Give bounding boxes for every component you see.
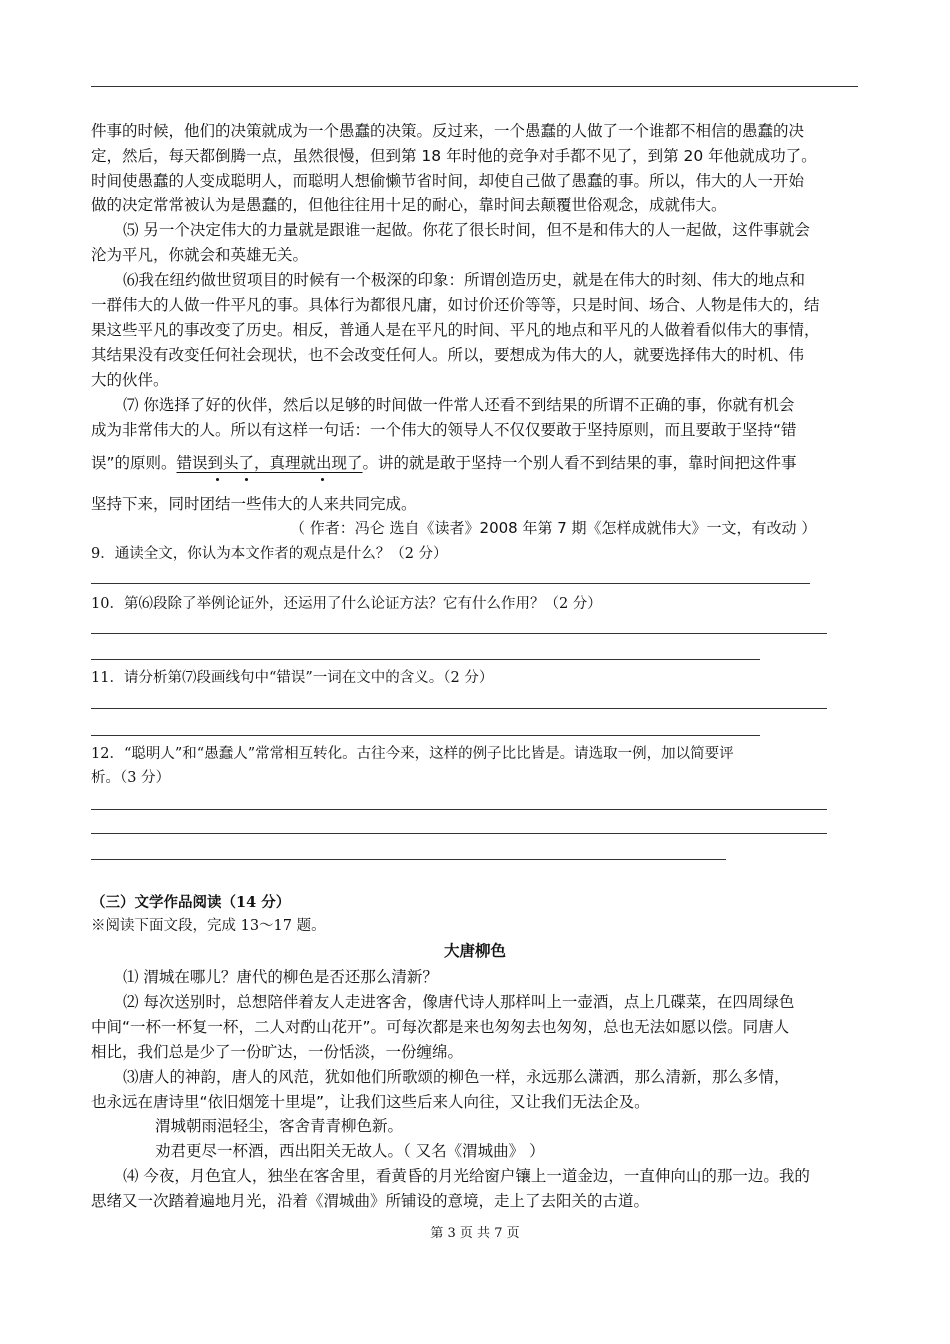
article-line: 也永远在唐诗里“依旧烟笼十里堤”，让我们这些后来人向往，又让我们无法企及。 [91, 1093, 650, 1111]
passage-line: ⑸ 另一个决定伟大的力量就是跟谁一起做。你花了很长时间，但不是和伟大的人一起做，这件事就会 [123, 221, 810, 239]
poem-line: 渭城朝雨浥轻尘，客舍青青柳色新。 [155, 1117, 404, 1135]
article-line: 中间“一杯一杯复一杯，二人对酌山花开”。可每次都是来也匆匆去也匆匆，总也无法如愿以偿。同唐人 [91, 1018, 790, 1036]
answer-line [91, 633, 827, 634]
passage-line: 成为非常伟大的人。所以有这样一句话：一个伟大的领导人不仅仅要敢于坚持原则，而且要敢于坚持“错 [91, 421, 797, 439]
answer-line [91, 708, 827, 709]
passage-line: 件事的时候，他们的决策就成为一个愚蠢的决策。反过来，一个愚蠢的人做了一个谁都不相信的愚蠢的决 [91, 122, 805, 140]
passage-text: 。讲的就是敢于坚持一个别人看不到结果的事，靠时间把这件事 [362, 454, 797, 472]
question-12: 12．“聪明人”和“愚蠢人”常常相互转化。古往今来，这样的例子比比皆是。请选取一例，加以简要评 [91, 746, 734, 762]
passage-line: 沦为平凡，你就会和英雄无关。 [91, 246, 309, 264]
passage-line: ⑹我在纽约做世贸项目的时候有一个极深的印象：所谓创造历史，就是在伟大的时刻、伟大的地点和 [123, 271, 806, 289]
page-footer: 第 3 页 共 7 页 [430, 1226, 520, 1241]
answer-line [91, 583, 810, 584]
article-line: ⑶唐人的神韵，唐人的风范，犹如他们所歌颂的柳色一样，永远那么潇洒，那么清新，那么多情， [123, 1068, 790, 1086]
poem-line: 劝君更尽一杯酒，西出阳关无故人。（ 又名《渭城曲》 ） [155, 1142, 545, 1160]
passage-line: 大的伙伴。 [91, 371, 169, 389]
passage-line-emphasized [91, 453, 797, 473]
article-line: 相比，我们总是少了一份旷达，一份恬淡，一份缠绵。 [91, 1043, 464, 1061]
article-line: ⑵ 每次送别时，总想陪伴着友人走进客舍，像唐代诗人那样叫上一壶酒，点上几碟菜，在四周绿色 [123, 993, 795, 1011]
question-11: 11．请分析第⑺段画线句中“错误”一词在文中的含义。（2 分） [91, 670, 494, 686]
section-instruction: ※阅读下面文段，完成 13～17 题。 [91, 918, 326, 934]
passage-line: 做的决定常常被认为是愚蠢的，但他往往用十足的耐心，靠时间去颠覆世俗观念，成就伟大。 [91, 196, 727, 214]
answer-line [91, 859, 726, 860]
question-10: 10．第⑹段除了举例论证外，还运用了什么论证方法？它有什么作用？（2 分） [91, 596, 602, 612]
underlined-sentence: 错误到头了，真理就出现了 [176, 454, 363, 472]
question-9: 9．通读全文，你认为本文作者的观点是什么？（2 分） [91, 546, 448, 562]
answer-line [91, 659, 760, 660]
answer-line [91, 735, 760, 736]
section-heading: （三）文学作品阅读（14 分） [91, 894, 291, 911]
passage-line: 一群伟大的人做一件平凡的事。具体行为都很凡庸，如讨价还价等等，只是时间、场合、人物是伟大的，结 [91, 296, 820, 314]
article-line: 思绪又一次踏着遍地月光，沿着《渭城曲》所铺设的意境，走上了去阳关的古道。 [91, 1192, 650, 1210]
question-12-cont: 析。（3 分） [91, 770, 171, 786]
emphasis-dot [216, 478, 219, 481]
source-attribution: （ 作者：冯仑 选自《读者》2008 年第 7 期《怎样成就伟大》一文，有改动 ） [290, 519, 817, 537]
passage-line: 时间使愚蠢的人变成聪明人，而聪明人想偷懒节省时间，却使自己做了愚蠢的事。所以，伟大的人一开始 [91, 172, 805, 190]
passage-line: 其结果没有改变任何社会现状，也不会改变任何人。所以，要想成为伟大的人，就要选择伟大的时机、伟 [91, 346, 805, 364]
passage-line: 果这些平凡的事改变了历史。相反，普通人是在平凡的时间、平凡的地点和平凡的人做着看似伟大的事情， [91, 321, 820, 339]
article-line: ⑷ 今夜，月色宜人，独坐在客舍里，看黄昏的月光给窗户镶上一道金边，一直伸向山的那一边。我的 [123, 1167, 810, 1185]
passage-line: ⑺ 你选择了好的伙伴，然后以足够的时间做一件常人还看不到结果的所谓不正确的事，你就有机会 [123, 396, 795, 414]
passage-line: 坚持下来，同时团结一些伟大的人来共同完成。 [91, 495, 417, 513]
passage-line: 定，然后，每天都倒腾一点，虽然很慢，但到第 18 年时他的竞争对手都不见了，到第 20 年他就成功了。 [91, 147, 817, 165]
article-title: 大唐柳色 [443, 942, 506, 960]
emphasis-dot [321, 478, 324, 481]
answer-line [91, 809, 827, 810]
header-rule [91, 86, 858, 87]
answer-line [91, 833, 827, 834]
emphasis-dot [245, 478, 248, 481]
article-line: ⑴ 渭城在哪儿？唐代的柳色是否还那么清新？ [123, 968, 438, 986]
passage-text: 误”的原则。 [91, 454, 177, 472]
